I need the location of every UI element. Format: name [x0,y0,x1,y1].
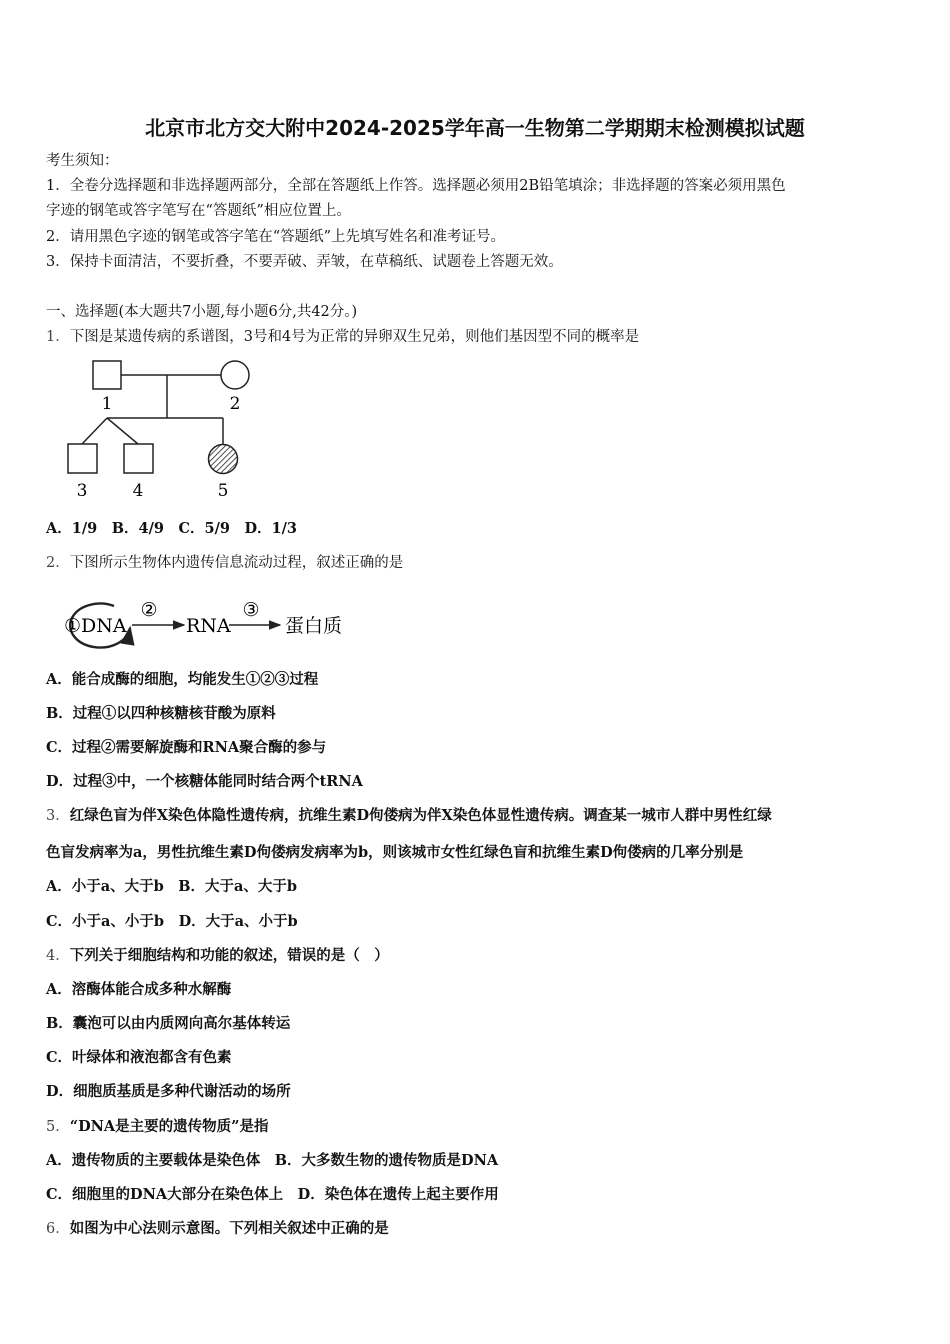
question-stem: 下图所示生物体内遗传信息流动过程，叙述正确的是 [69,555,404,571]
option: C．小于a、小于b D．大于a、小于b [46,913,298,930]
pedigree-individual-5-affected [209,445,238,474]
question-number: 6． [46,1221,70,1237]
option: A．溶酶体能合成多种水解酶 [46,981,232,998]
label-4: 4 [132,481,144,501]
information-flow-figure [52,592,362,650]
twin-line [82,418,107,444]
option: B．囊泡可以由内质网向高尔基体转运 [46,1015,291,1032]
label-2: 2 [229,394,241,414]
label-5: 5 [217,481,229,501]
option: C．过程②需要解旋酶和RNA聚合酶的参与 [46,739,327,756]
notice-heading: 考生须知： [46,153,119,169]
question-stem: 红绿色盲为伴X染色体隐性遗传病，抗维生素D佝偻病为伴X染色体显性遗传病。调查某一城市人群中男性红绿 [69,807,772,824]
question-number: 3． [46,808,70,824]
question-3 [46,806,772,826]
question-5 [46,1117,269,1137]
question-number: 4． [46,948,70,964]
notice-item: 字迹的钢笔或答字笔写在“答题纸”相应位置上。 [46,203,351,219]
section-heading: 一、选择题(本大题共7小题,每小题6分,共42分。) [46,304,358,320]
question-1 [46,327,639,347]
question-stem: 下列关于细胞结构和功能的叙述，错误的是（ ） [69,947,389,964]
pedigree-figure [60,356,280,502]
protein-label: 蛋白质 [285,615,343,637]
label-1: 1 [101,394,113,414]
twin-line [107,418,138,444]
question-4 [46,946,389,966]
pedigree-individual-2 [221,361,249,389]
option: D．过程③中，一个核糖体能同时结合两个tRNA [46,773,363,790]
option: C．叶绿体和液泡都含有色素 [46,1049,232,1066]
label-3: 3 [76,481,88,501]
question-stem: “DNA是主要的遗传物质”是指 [69,1118,269,1135]
question-2 [46,553,403,573]
question-number: 5． [46,1119,70,1135]
notice-item: 3．保持卡面清洁，不要折叠，不要弄破、弄皱，在草稿纸、试题卷上答题无效。 [46,254,563,270]
question-1-options: A．1/9 B．4/9 C．5/9 D．1/3 [46,520,298,537]
option: D．细胞质基质是多种代谢活动的场所 [46,1083,291,1100]
step-2-label: ② [140,599,158,621]
question-stem: 如图为中心法则示意图。下列相关叙述中正确的是 [69,1220,389,1237]
notice-item: 2．请用黑色字迹的钢笔或答字笔在“答题纸”上先填写姓名和准考证号。 [46,229,506,245]
dna-label: ①DNA [64,615,127,637]
option: A．能合成酶的细胞，均能发生①②③过程 [46,671,319,688]
option: B．过程①以四种核糖核苷酸为原料 [46,705,276,722]
option: A．遗传物质的主要载体是染色体 B．大多数生物的遗传物质是DNA [46,1152,499,1169]
notice-item: 1．全卷分选择题和非选择题两部分，全部在答题纸上作答。选择题必须用2B铅笔填涂；非选择题的答案必须用黑色 [46,178,786,194]
pedigree-individual-1 [93,361,121,389]
question-number: 2． [46,555,70,571]
question-number: 1． [46,329,70,345]
question-stem: 下图是某遗传病的系谱图，3号和4号为正常的异卵双生兄弟，则他们基因型不同的概率是 [69,329,640,345]
option: C．细胞里的DNA大部分在染色体上 D．染色体在遗传上起主要作用 [46,1186,499,1203]
page-title: 北京市北方交大附中2024-2025学年高一生物第二学期期末检测模拟试题 [145,116,805,140]
question-6 [46,1219,389,1239]
pedigree-individual-3 [68,444,97,473]
rna-label: RNA [186,615,231,637]
question-3-continued: 色盲发病率为a，男性抗维生素D佝偻病发病率为b，则该城市女性红绿色盲和抗维生素D佝偻病的几率分别是 [46,844,744,861]
step-3-label: ③ [242,599,260,621]
option: A．小于a、大于b B．大于a、大于b [46,878,298,895]
pedigree-individual-4 [124,444,153,473]
